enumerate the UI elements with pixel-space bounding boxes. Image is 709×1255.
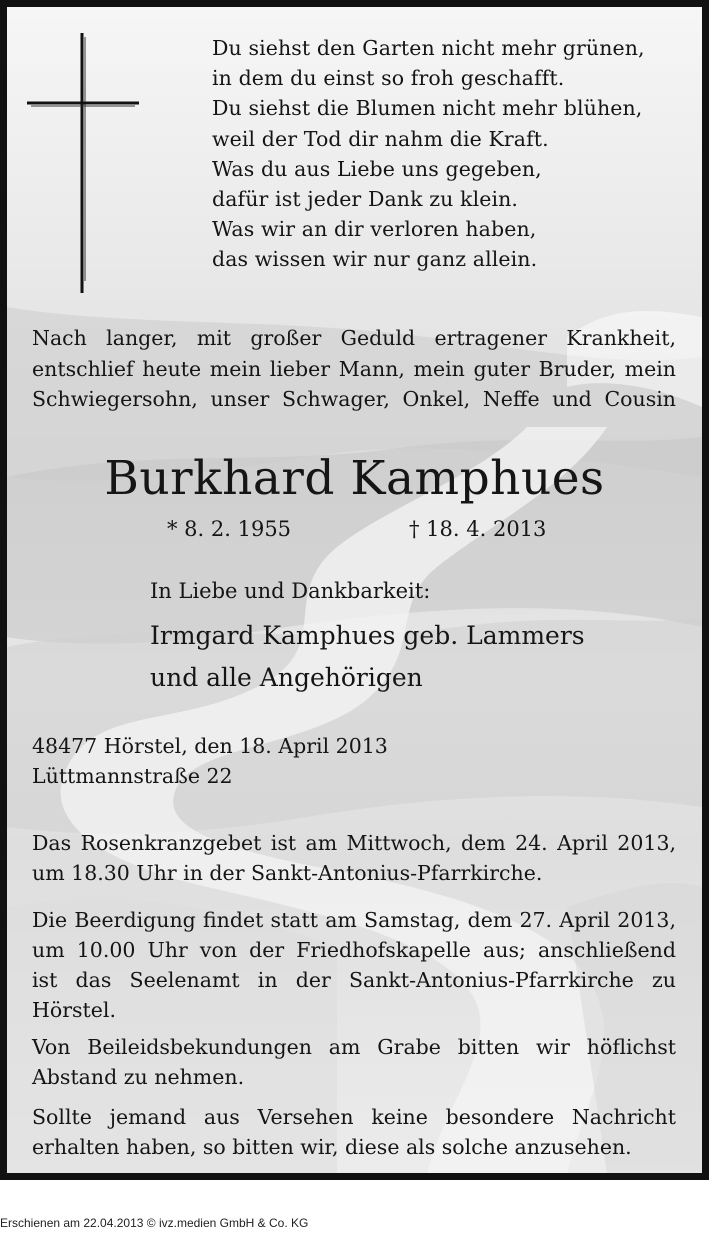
apology-line: erhalten haben, so bitten wir, diese als solche anzusehen. — [32, 1135, 632, 1159]
poem-line: Was wir an dir verloren haben, — [212, 217, 537, 242]
funeral-line: ist das Seelenamt in der Sankt-Antonius-Pfarrkirche zu — [32, 968, 676, 992]
address-line: Lüttmannstraße 22 — [32, 764, 233, 788]
condolence-line: Abstand zu nehmen. — [32, 1065, 245, 1089]
poem-line: in dem du einst so froh geschafft. — [212, 66, 565, 91]
mourner-line: Irmgard Kamphues geb. Lammers — [150, 621, 585, 650]
poem-line: das wissen wir nur ganz allein. — [212, 247, 538, 272]
birth-date: * 8. 2. 1955 — [167, 517, 292, 541]
funeral-line: Die Beerdigung findet statt am Samstag, dem 27. April 2013, — [32, 908, 676, 932]
intro-line: entschlief heute mein lieber Mann, mein guter Bruder, mein — [32, 356, 676, 381]
funeral-line: Hörstel. — [32, 998, 116, 1022]
funeral-line: um 10.00 Uhr von der Friedhofskapelle aus; anschließend — [32, 938, 676, 962]
mourner-line: und alle Angehörigen — [150, 663, 423, 692]
mourners-intro: In Liebe und Dankbarkeit: — [150, 579, 431, 603]
deceased-name: Burkhard Kamphues — [104, 451, 605, 506]
intro-paragraph — [32, 323, 676, 415]
poem-line: weil der Tod dir nahm die Kraft. — [212, 126, 549, 151]
cross-icon — [25, 31, 141, 293]
rosary-paragraph — [32, 828, 676, 888]
rosary-line: um 18.30 Uhr in der Sankt-Antonius-Pfarrkirche. — [32, 861, 543, 885]
apology-paragraph — [32, 1102, 676, 1162]
rosary-line: Das Rosenkranzgebet ist am Mittwoch, dem 24. April 2013, — [32, 831, 676, 855]
poem-line: Du siehst die Blumen nicht mehr blühen, — [212, 96, 643, 121]
publication-footer: Erschienen am 22.04.2013 © ivz.medien GmbH & Co. KG — [0, 1216, 309, 1230]
poem-line: Du siehst den Garten nicht mehr grünen, — [212, 36, 645, 60]
poem-line: Was du aus Liebe uns gegeben, — [212, 156, 542, 181]
poem-line: dafür ist jeder Dank zu klein. — [212, 187, 519, 212]
condolence-paragraph — [32, 1032, 676, 1092]
apology-line: Sollte jemand aus Versehen keine besondere Nachricht — [32, 1105, 676, 1129]
condolence-line: Von Beileidsbekundungen am Grabe bitten wir höflichst — [32, 1035, 676, 1059]
address-line: 48477 Hörstel, den 18. April 2013 — [32, 734, 388, 758]
funeral-paragraph — [32, 905, 676, 1025]
death-date: † 18. 4. 2013 — [409, 517, 547, 541]
poem — [212, 33, 645, 275]
address-block — [32, 731, 388, 791]
intro-line: Schwiegersohn, unser Schwager, Onkel, Neffe und Cousin — [32, 387, 676, 411]
intro-line: Nach langer, mit großer Geduld ertragener Krankheit, — [32, 326, 676, 350]
